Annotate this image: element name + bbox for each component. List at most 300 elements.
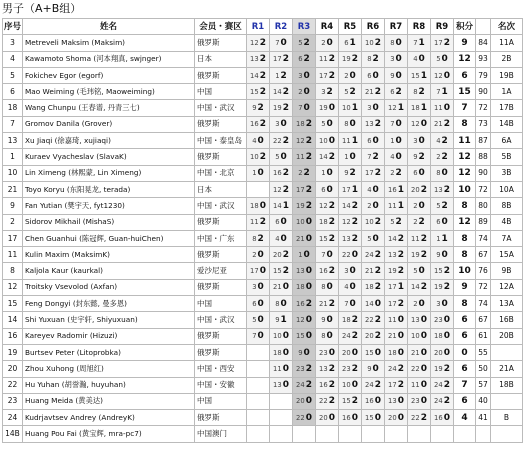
opponent-number: 12 [342,218,351,227]
round-5-result [339,410,362,426]
opponent-number: 18 [342,315,351,324]
game-score: 1 [397,184,404,195]
opponent-number: 15 [365,413,374,422]
round-7-result [385,116,408,132]
opponent-number: 15 [296,332,305,341]
round-4-result [316,312,339,328]
player-name: Metreveli Maksim (Maksim) [23,35,195,51]
player-club: 俄罗斯 [195,35,247,51]
game-score: 0 [303,347,310,358]
opponent-number: 13 [342,234,351,243]
game-score: 0 [259,200,266,211]
opponent-number: 7 [321,250,326,259]
round-3-result [293,247,316,263]
header-r2: R2 [270,19,293,35]
opponent-number: 16 [296,299,305,308]
standings-table [2,18,523,443]
opponent-number: 20 [273,250,282,259]
game-score: 2 [372,152,379,163]
game-score: 0 [349,119,356,130]
player-tiebreak: 93 [476,51,491,67]
player-rank: 12A [491,279,523,295]
player-rank: 5B [491,149,523,165]
round-3-result [293,133,316,149]
game-score: 0 [326,314,333,325]
game-score: 0 [372,200,379,211]
opponent-number: 9 [367,364,372,373]
opponent-number: 17 [388,283,397,292]
table-row [3,247,523,263]
round-5-result [339,312,362,328]
table-row [3,116,523,132]
round-8-result [408,181,431,197]
round-1-result [247,214,270,230]
player-seed: 3 [3,35,23,51]
opponent-number: 22 [411,413,420,422]
game-score: 0 [441,168,448,179]
game-score: 0 [259,266,266,277]
round-7-result [385,263,408,279]
round-7-result [385,67,408,83]
opponent-number: 10 [342,381,351,390]
opponent-number: 4 [275,234,280,243]
opponent-number: 3 [367,104,372,113]
opponent-number: 24 [342,332,351,341]
game-score: 2 [282,103,289,114]
game-score: 2 [328,217,335,228]
player-rank: 14B [491,116,523,132]
round-3-result [293,279,316,295]
opponent-number: 24 [434,397,443,406]
player-seed: 22 [3,377,23,393]
round-5-result [339,149,362,165]
player-points: 8 [454,247,476,263]
game-score: 2 [282,86,289,97]
opponent-number: 6 [252,299,257,308]
opponent-number: 8 [344,120,349,129]
opponent-number: 21 [411,348,420,357]
game-score: 2 [282,266,289,277]
round-3-result [293,181,316,197]
round-3-result [293,410,316,426]
opponent-number: 9 [436,250,441,259]
round-9-result [431,410,454,426]
round-4-result [316,84,339,100]
player-seed: 20 [3,361,23,377]
game-score: 2 [328,363,335,374]
round-2-result [270,263,293,279]
player-name: Shi Yuxuan (史宇轩, Shiyuxuan) [23,312,195,328]
player-tiebreak: 55 [476,344,491,360]
round-3-result [293,312,316,328]
round-2-result [270,214,293,230]
player-name: Lin Ximeng (林熙蒙, Lin Ximeng) [23,165,195,181]
game-score: 0 [280,217,287,228]
opponent-number: 17 [296,185,305,194]
game-score: 2 [305,298,312,309]
game-score: 0 [372,70,379,81]
player-name: Kareyev Radomir (Hizuzi) [23,328,195,344]
opponent-number: 5 [436,201,441,210]
round-3-result [293,100,316,116]
round-2-result [270,426,293,442]
game-score: 2 [374,282,381,293]
game-score: 1 [280,314,287,325]
player-name: Chen Guanhui (陈冠辉, Guan-huiChen) [23,230,195,246]
player-club: 中国 [195,393,247,409]
round-7-result [385,149,408,165]
opponent-number: 1 [390,136,395,145]
player-rank: 15A [491,247,523,263]
game-score: 2 [420,282,427,293]
game-score: 0 [280,298,287,309]
round-4-result [316,344,339,360]
opponent-number: 10 [319,136,328,145]
opponent-number: 4 [413,55,418,64]
opponent-number: 12 [250,38,259,47]
round-4-result [316,198,339,214]
game-score: 0 [303,86,310,97]
opponent-number: 2 [344,71,349,80]
game-score: 2 [259,70,266,81]
round-9-result [431,165,454,181]
round-4-result [316,279,339,295]
opponent-number: 22 [296,413,305,422]
player-tiebreak: 40 [476,393,491,409]
opponent-number: 14 [411,283,420,292]
player-points: 9 [454,279,476,295]
opponent-number: 23 [296,364,305,373]
opponent-number: 12 [388,104,397,113]
opponent-number: 17 [388,299,397,308]
round-2-result [270,230,293,246]
opponent-number: 13 [273,381,282,390]
header-points: 积分 [454,19,476,35]
player-tiebreak: 72 [476,279,491,295]
player-seed: 14 [3,312,23,328]
round-7-result [385,84,408,100]
game-score: 2 [259,119,266,130]
round-8-result [408,198,431,214]
game-score: 2 [443,37,450,48]
round-1-result [247,35,270,51]
player-rank: 9B [491,263,523,279]
player-rank: 20B [491,328,523,344]
player-points: 8 [454,116,476,132]
player-club: 中国・西安 [195,361,247,377]
opponent-number: 7 [344,299,349,308]
opponent-number: 13 [250,55,259,64]
header-r9: R9 [431,19,454,35]
opponent-number: 5 [436,55,441,64]
round-3-result [293,35,316,51]
round-9-result [431,377,454,393]
page-title: 男子（A+B组） [2,2,82,15]
opponent-number: 3 [252,283,257,292]
game-score: 2 [259,86,266,97]
player-points: 6 [454,361,476,377]
opponent-number: 16 [273,169,282,178]
round-1-result [247,393,270,409]
round-8-result [408,279,431,295]
round-5-result [339,344,362,360]
round-6-result [362,84,385,100]
round-2-result [270,84,293,100]
opponent-number: 22 [319,397,328,406]
player-club: 俄罗斯 [195,116,247,132]
opponent-number: 11 [273,364,282,373]
game-score: 0 [257,282,264,293]
round-5-result [339,247,362,263]
opponent-number: 21 [365,87,374,96]
game-score: 0 [280,152,287,163]
player-points: 6 [454,67,476,83]
opponent-number: 13 [388,397,397,406]
opponent-number: 8 [390,38,395,47]
player-seed: 6 [3,84,23,100]
opponent-number: 22 [411,364,420,373]
game-score: 0 [374,396,381,407]
opponent-number: 11 [388,201,397,210]
game-score: 2 [328,233,335,244]
opponent-number: 13 [365,120,374,129]
game-score: 2 [395,217,402,228]
round-8-result [408,247,431,263]
round-1-result [247,181,270,197]
opponent-number: 24 [296,381,305,390]
game-score: 2 [328,54,335,65]
player-rank [491,426,523,442]
player-name: Kudrjavtsev Andrey (AndreyK) [23,410,195,426]
game-score: 0 [420,119,427,130]
round-6-result [362,100,385,116]
game-score: 0 [257,168,264,179]
round-4-result [316,133,339,149]
game-score: 2 [397,380,404,391]
opponent-number: 3 [275,120,280,129]
table-row [3,214,523,230]
round-4-result [316,377,339,393]
opponent-number: 9 [298,348,303,357]
round-8-result [408,214,431,230]
opponent-number: 15 [319,234,328,243]
game-score: 2 [374,217,381,228]
player-seed: 21 [3,181,23,197]
round-8-result [408,149,431,165]
player-club: 日本 [195,51,247,67]
game-score: 2 [351,217,358,228]
opponent-number: 19 [434,364,443,373]
game-score: 0 [349,282,356,293]
player-rank: 2B [491,51,523,67]
round-8-result [408,328,431,344]
round-6-result [362,328,385,344]
game-score: 0 [372,363,379,374]
game-score: 1 [420,70,427,81]
opponent-number: 10 [342,104,351,113]
player-tiebreak: 87 [476,133,491,149]
round-4-result [316,67,339,83]
opponent-number: 17 [273,55,282,64]
round-4-result [316,247,339,263]
game-score: 0 [303,249,310,260]
player-seed: 9 [3,198,23,214]
opponent-number: 5 [344,87,349,96]
round-3-result [293,84,316,100]
opponent-number: 15 [250,87,259,96]
round-1-result [247,377,270,393]
round-9-result [431,35,454,51]
round-1-result [247,361,270,377]
round-6-result [362,149,385,165]
opponent-number: 16 [319,267,328,276]
round-2-result [270,35,293,51]
round-7-result [385,296,408,312]
game-score: 0 [303,70,310,81]
player-rank: 3B [491,165,523,181]
game-score: 0 [349,266,356,277]
round-6-result [362,165,385,181]
round-5-result [339,181,362,197]
opponent-number: 18 [296,120,305,129]
player-seed: 14B [3,426,23,442]
player-points: 0 [454,344,476,360]
game-score: 0 [328,103,335,114]
round-4-result [316,393,339,409]
game-score: 0 [328,347,335,358]
round-2-result [270,361,293,377]
game-score: 0 [374,298,381,309]
table-row [3,263,523,279]
round-2-result [270,149,293,165]
opponent-number: 7 [413,38,418,47]
opponent-number: 14 [250,71,259,80]
opponent-number: 19 [411,250,420,259]
round-1-result [247,165,270,181]
player-club: 中国・武汉 [195,100,247,116]
game-score: 1 [418,37,425,48]
opponent-number: 6 [275,218,280,227]
player-points: 9 [454,35,476,51]
game-score: 2 [328,266,335,277]
round-2-result [270,181,293,197]
table-row [3,84,523,100]
opponent-number: 11 [388,315,397,324]
player-seed: 7 [3,116,23,132]
opponent-number: 13 [296,267,305,276]
game-score: 0 [305,217,312,228]
round-9-result [431,393,454,409]
opponent-number: 21 [319,299,328,308]
opponent-number: 17 [388,381,397,390]
opponent-number: 18 [319,218,328,227]
player-seed: 18 [3,100,23,116]
player-points: 12 [454,165,476,181]
round-7-result [385,133,408,149]
round-6-result [362,247,385,263]
player-tiebreak: 57 [476,377,491,393]
player-rank: 11A [491,35,523,51]
player-tiebreak: 90 [476,84,491,100]
round-7-result [385,165,408,181]
round-5-result [339,279,362,295]
opponent-number: 23 [319,348,328,357]
opponent-number: 1 [298,250,303,259]
round-4-result [316,426,339,442]
game-score: 2 [374,37,381,48]
opponent-number: 23 [434,315,443,324]
opponent-number: 16 [365,397,374,406]
game-score: 0 [372,135,379,146]
opponent-number: 14 [319,153,328,162]
game-score: 0 [420,314,427,325]
player-points: 4 [454,410,476,426]
player-tiebreak: 89 [476,214,491,230]
opponent-number: 6 [367,136,372,145]
game-score: 2 [418,152,425,163]
round-5-result [339,133,362,149]
round-1-result [247,344,270,360]
game-score: 0 [328,135,335,146]
round-3-result [293,296,316,312]
player-tiebreak: 50 [476,361,491,377]
round-8-result [408,35,431,51]
round-4-result [316,214,339,230]
opponent-number: 8 [275,299,280,308]
player-points: 6 [454,393,476,409]
game-score: 2 [328,200,335,211]
opponent-number: 12 [411,120,420,129]
player-rank: 8B [491,198,523,214]
round-7-result [385,393,408,409]
opponent-number: 2 [298,87,303,96]
round-9-result [431,181,454,197]
header-rank: 名次 [491,19,523,35]
opponent-number: 6 [298,55,303,64]
player-tiebreak: 88 [476,149,491,165]
game-score: 0 [443,70,450,81]
game-score: 2 [303,54,310,65]
game-score: 0 [420,396,427,407]
table-row [3,296,523,312]
player-seed: 13 [3,133,23,149]
game-score: 2 [305,152,312,163]
round-9-result [431,230,454,246]
opponent-number: 6 [413,169,418,178]
opponent-number: 18 [411,104,420,113]
round-4-result [316,116,339,132]
header-no: 序号 [3,19,23,35]
round-4-result [316,263,339,279]
round-3-result [293,328,316,344]
player-club: 俄罗斯 [195,328,247,344]
game-score: 2 [418,86,425,97]
round-9-result [431,67,454,83]
opponent-number: 21 [365,267,374,276]
opponent-number: 2 [367,201,372,210]
opponent-number: 1 [344,153,349,162]
round-8-result [408,312,431,328]
round-5-result [339,100,362,116]
player-tiebreak: 84 [476,35,491,51]
game-score: 0 [397,331,404,342]
game-score: 2 [282,168,289,179]
opponent-number: 9 [413,153,418,162]
game-score: 2 [305,184,312,195]
game-score: 1 [397,282,404,293]
table-row [3,344,523,360]
round-2-result [270,100,293,116]
